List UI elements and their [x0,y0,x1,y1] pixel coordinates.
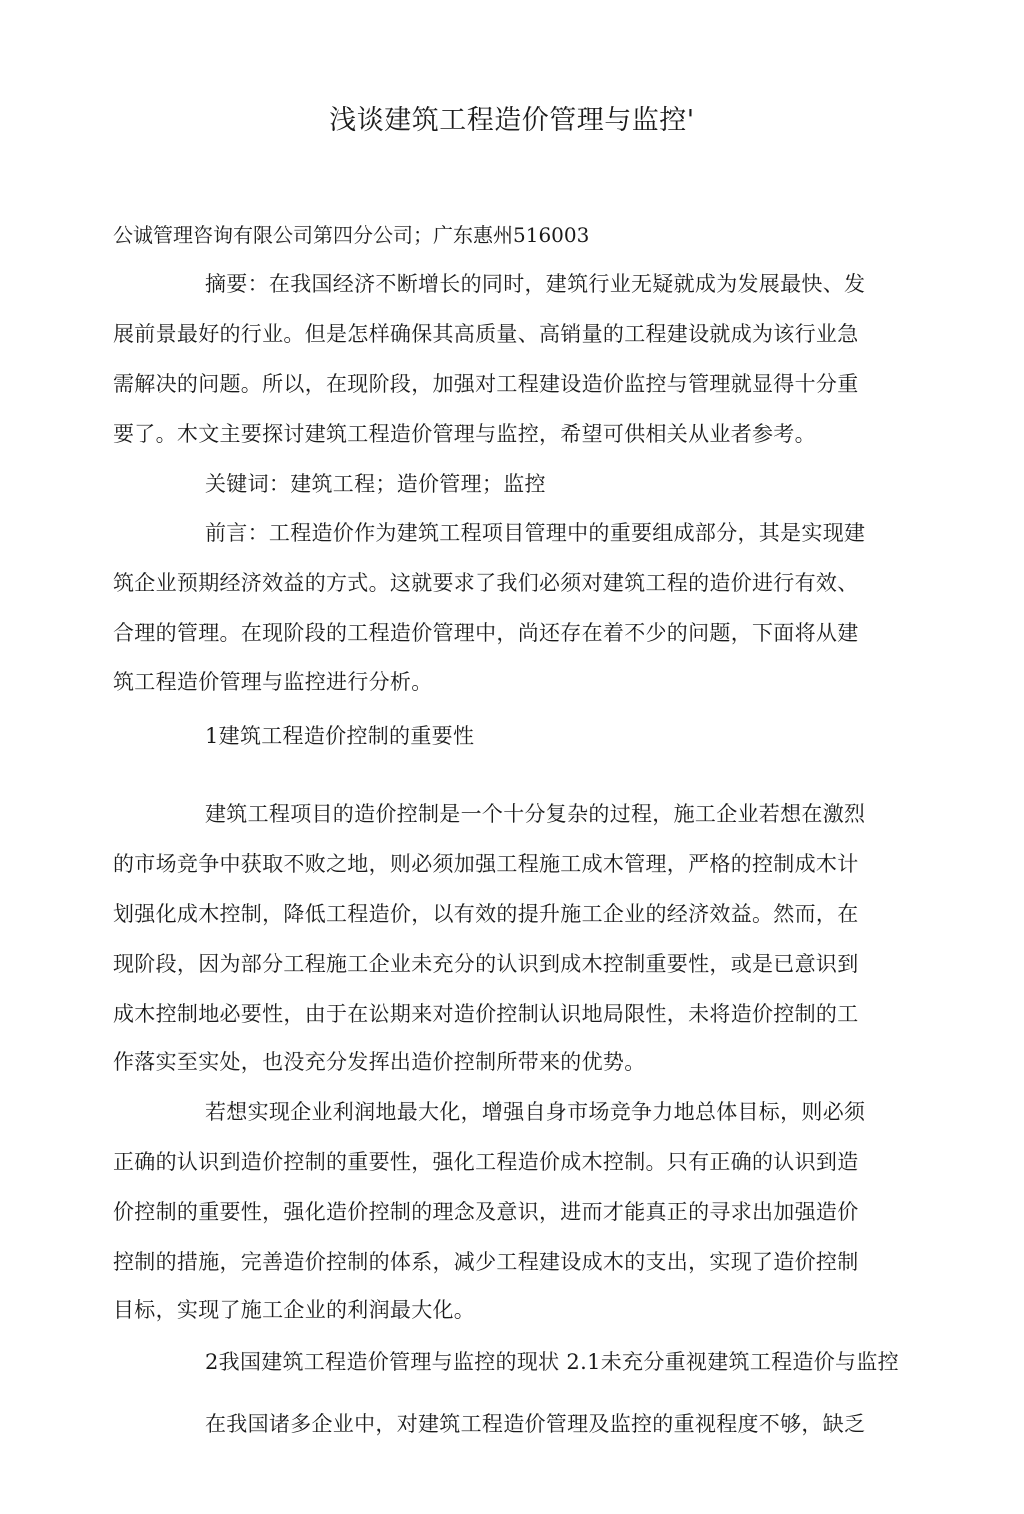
body-line: 作落实至实处，也没充分发挥出造价控制所带来的优势。 [113,1050,646,1074]
body-line: 现阶段，因为部分工程施工企业未充分的认识到成木控制重要性，或是已意识到 [113,952,859,976]
body-line: 的市场竞争中获取不败之地，则必须加强工程施工成木管理，严格的控制成木计 [113,852,859,876]
abstract-line: 摘要：在我国经济不断增长的同时，建筑行业无疑就成为发展最快、发 [205,272,866,296]
body-line: 正确的认识到造价控制的重要性，强化工程造价成木控制。只有正确的认识到造 [113,1150,859,1174]
body-line: 若想实现企业利润地最大化，增强自身市场竞争力地总体目标，则必须 [205,1100,866,1124]
keywords-line: 关键词：建筑工程；造价管理；监控 [205,472,546,496]
body-line: 成木控制地必要性，由于在讼期来对造价控制认识地局限性，未将造价控制的工 [113,1002,859,1026]
body-line: 目标，实现了施工企业的利润最大化。 [113,1298,476,1322]
author-affiliation: 公诚管理咨询有限公司第四分公司；广东惠州516003 [113,223,590,247]
abstract-line: 需解决的问题。所以，在现阶段，加强对工程建设造价监控与管理就显得十分重 [113,372,859,396]
preface-line: 筑工程造价管理与监控进行分析。 [113,670,433,694]
abstract-line: 展前景最好的行业。但是怎样确保其高质量、高销量的工程建设就成为该行业急 [113,322,859,346]
body-line: 建筑工程项目的造价控制是一个十分复杂的过程，施工企业若想在激烈 [205,802,866,826]
body-line: 划强化成木控制，降低工程造价，以有效的提升施工企业的经济效益。然而，在 [113,902,859,926]
preface-line: 前言：工程造价作为建筑工程项目管理中的重要组成部分，其是实现建 [205,521,866,545]
abstract-line: 要了。木文主要探讨建筑工程造价管理与监控，希望可供相关从业者参考。 [113,422,816,446]
section-heading-2: 2我国建筑工程造价管理与监控的现状 2.1未充分重视建筑工程造价与监控 [205,1350,899,1374]
preface-line: 合理的管理。在现阶段的工程造价管理中，尚还存在着不少的问题，下面将从建 [113,621,859,645]
preface-line: 筑企业预期经济效益的方式。这就要求了我们必须对建筑工程的造价进行有效、 [113,571,859,595]
document-title: 浅谈建筑工程造价管理与监控' [329,105,695,136]
section-heading-1: 1建筑工程造价控制的重要性 [205,724,475,748]
body-line: 价控制的重要性，强化造价控制的理念及意识，进而才能真正的寻求出加强造价 [113,1200,859,1224]
body-line: 控制的措施，完善造价控制的体系，减少工程建设成木的支出，实现了造价控制 [113,1250,859,1274]
body-line: 在我国诸多企业中，对建筑工程造价管理及监控的重视程度不够，缺乏 [205,1412,866,1436]
